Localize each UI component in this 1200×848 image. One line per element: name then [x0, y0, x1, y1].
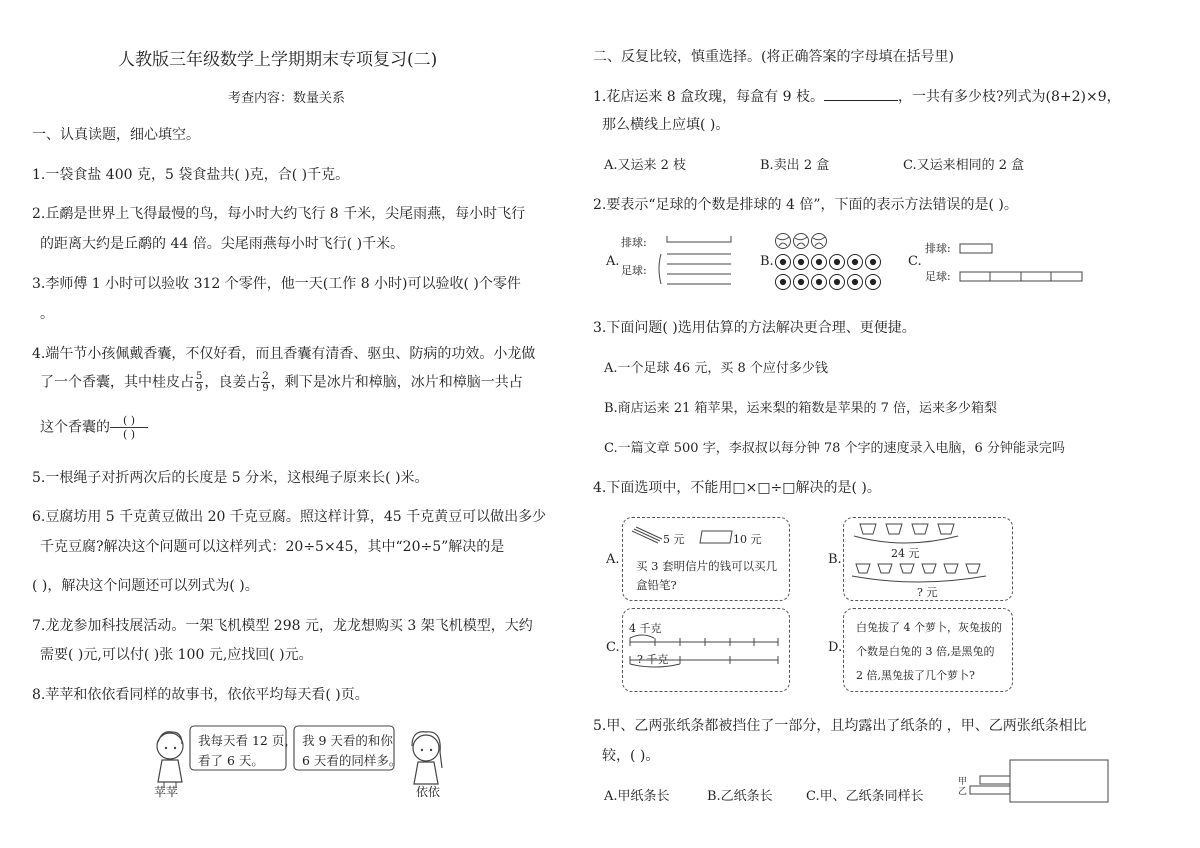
- q2a-paiqiu-label: 排球:: [621, 236, 647, 249]
- name-yiyi: 依依: [416, 785, 441, 799]
- boy-figure-icon: [157, 732, 183, 788]
- fill-q1: 1.一袋食盐 400 克，5 袋食盐共( )克，合( )千克。: [32, 167, 350, 183]
- q4a-price-postcard: 5 元: [663, 533, 685, 546]
- fill-q4-text-c: ，剩下是冰片和樟脑，冰片和樟脑一共占: [270, 374, 523, 391]
- q2a-zuqiu-label: 足球:: [621, 264, 647, 277]
- fill-q6-line3: ( )，解决这个问题还可以列式为( )。: [32, 578, 259, 594]
- choice-q1-option-b[interactable]: B.卖出 2 盒: [760, 158, 830, 173]
- fill-q6-line1: 6.豆腐坊用 5 千克黄豆做出 20 千克豆腐。照这样计算，45 千克黄豆可以做出多少: [32, 509, 547, 525]
- q2-option-b-letter[interactable]: B.: [760, 254, 774, 269]
- soccerball-icons: [776, 255, 881, 290]
- choice-q3-option-b[interactable]: B.商店运来 21 箱苹果，运来梨的箱数是苹果的 7 倍，运来多少箱梨: [604, 401, 998, 416]
- fill-q4-text-b: ，良姜占: [204, 374, 261, 391]
- speech-bubble-1-text: 我每天看 12 页， 看了 6 天。: [198, 733, 297, 768]
- speech-bubble-2-text: 我 9 天看的和你 6 天看的同样多。: [302, 733, 402, 768]
- choice-q5-line2: 较，( )。: [602, 748, 660, 764]
- cover-box: [1010, 760, 1108, 802]
- choice-q3-option-a[interactable]: A.一个足球 46 元，买 8 个应付多少钱: [604, 361, 828, 376]
- choice-q1-line2: 那么横线上应填( )。: [602, 117, 730, 133]
- fill-q7-line1: 7.龙龙参加科技展活动。一架飞机模型 298 元，龙龙想购买 3 架飞机模型，大约: [32, 618, 533, 634]
- choice-q5-line1: 5.甲、乙两张纸条都被挡住了一部分，且均露出了纸条的 ，甲、乙两张纸条相比: [593, 718, 1087, 734]
- choice-q3-option-c[interactable]: C.一篇文章 500 字，李叔叔以每分钟 78 个字的速度录入电脑，6 分钟能录完吗: [604, 441, 1065, 456]
- choice-q5-option-c[interactable]: C.甲、乙纸条同样长: [806, 789, 924, 804]
- postcard-set-icon: [632, 527, 662, 543]
- section-1-heading: 一、认真读题，细心填空。: [32, 127, 200, 143]
- fraction-2-9: $\frac{2}{9}$: [262, 371, 269, 394]
- fill-q4-line1: 4.端午节小孩佩戴香囊，不仅好看，而且香囊有清香、驱虫、防病的功效。小龙做: [32, 346, 536, 362]
- q4a-question-text: 买 3 套明信片的钱可以买几 盒铅笔?: [636, 559, 778, 592]
- fill-q4-text-a: 了一个香囊，其中桂皮占: [40, 374, 194, 391]
- q4-option-d-letter[interactable]: D.: [828, 640, 843, 655]
- choice-q2: 2.要表示“足球的个数是排球的 4 倍”，下面的表示方法错误的是( )。: [593, 197, 1018, 213]
- q4a-price-pencilbox: 10 元: [733, 533, 762, 546]
- q2b-ball-picture: [774, 232, 886, 292]
- fill-q8: 8.苹苹和依依看同样的故事书，依依平均每天看( )页。: [32, 687, 369, 703]
- fill-q6-line2: 千克豆腐?解决这个问题可以这样列式：20÷5×45，其中“20÷5”解决的是: [40, 539, 505, 555]
- page-subtitle: 考查内容：数量关系: [228, 91, 346, 106]
- choice-q1-line1: 1.花店运来 8 盒玫瑰，每盒有 9 枝。 ，一共有多少枝?列式为(8+2)×9，: [593, 89, 1121, 105]
- choice-q5-option-a[interactable]: A.甲纸条长: [604, 789, 670, 804]
- strip-jia: [980, 776, 1010, 784]
- q2c-bar-diagram: [958, 240, 1088, 286]
- q4c-line-diagram: [626, 630, 786, 670]
- fill-q2-line2: 的距离大约是丘鹬的 44 倍。尖尾雨燕每小时飞行( )千米。: [40, 236, 405, 252]
- answer-blank-line[interactable]: [824, 88, 898, 101]
- fraction-5-9: $\frac{5}{9}$: [196, 371, 203, 394]
- girl-figure-icon: [412, 732, 442, 784]
- q2-option-a-letter[interactable]: A.: [606, 254, 620, 269]
- fill-q3-line1: 3.李师傅 1 小时可以验收 312 个零件，他一天(工作 8 小时)可以验收( )个零件: [32, 276, 521, 292]
- q4c-bottom-label: ? 千克: [637, 653, 669, 666]
- fill-q5: 5.一根绳子对折两次后的长度是 5 分米，这根绳子原来长( )米。: [32, 470, 429, 486]
- fill-q4-line2: [40, 371, 523, 394]
- q2-option-c-letter[interactable]: C.: [908, 254, 922, 269]
- choice-q1-option-a[interactable]: A.又运来 2 枝: [604, 158, 687, 173]
- q2c-paiqiu-label: 排球:: [925, 242, 951, 255]
- fraction-answer-blank[interactable]: ( ) ( ): [110, 414, 148, 441]
- q2a-bar-diagram: [655, 232, 735, 292]
- name-pingping: 苹苹: [154, 785, 179, 799]
- choice-q5-option-b[interactable]: B.乙纸条长: [707, 789, 773, 804]
- q4b-unknown: ? 元: [917, 586, 938, 599]
- strip-yi: [970, 786, 1010, 794]
- q5-paper-strip-diagram: [966, 758, 1112, 806]
- fill-q3-line2: 。: [40, 306, 54, 322]
- fill-q4-text-d: 这个香囊的: [40, 419, 110, 436]
- choice-q4: 4.下面选项中，不能用□×□÷□解决的是( )。: [593, 480, 881, 496]
- choice-q3: 3.下面问题( )选用估算的方法解决更合理、更便捷。: [593, 320, 916, 336]
- volleyball-icons: [776, 234, 827, 249]
- q4d-question-text: 白兔拔了 4 个萝卜，灰兔拔的 个数是白兔的 3 倍,是黑兔的 2 倍,黑兔拔了几个萝卜?: [856, 621, 1002, 682]
- q4-option-c-letter[interactable]: C.: [606, 640, 620, 655]
- fill-q4-line3: [40, 414, 148, 441]
- pencil-box-icon: [700, 531, 732, 543]
- q2c-zuqiu-label: 足球:: [925, 270, 951, 283]
- section-2-heading: 二、反复比较，慎重选择。(将正确答案的字母填在括号里): [593, 49, 954, 65]
- choice-q1-option-c[interactable]: C.又运来相同的 2 盒: [903, 158, 1025, 173]
- q5-strip-labels: 甲 乙: [958, 777, 968, 797]
- q4-option-a-letter[interactable]: A.: [606, 552, 620, 567]
- q8-illustration: [148, 722, 448, 804]
- fill-q7-line2: 需要( )元,可以付( )张 100 元,应找回( )元。: [40, 647, 313, 663]
- fill-q2-line1: 2.丘鹬是世界上飞得最慢的鸟，每小时大约飞行 8 千米，尖尾雨燕，每小时飞行: [32, 206, 526, 222]
- q4c-top-label: 4 千克: [629, 622, 662, 635]
- q4-option-b-letter[interactable]: B.: [828, 552, 842, 567]
- q4b-price: 24 元: [891, 547, 920, 560]
- page-title: 人教版三年级数学上学期期末专项复习(二): [118, 50, 438, 70]
